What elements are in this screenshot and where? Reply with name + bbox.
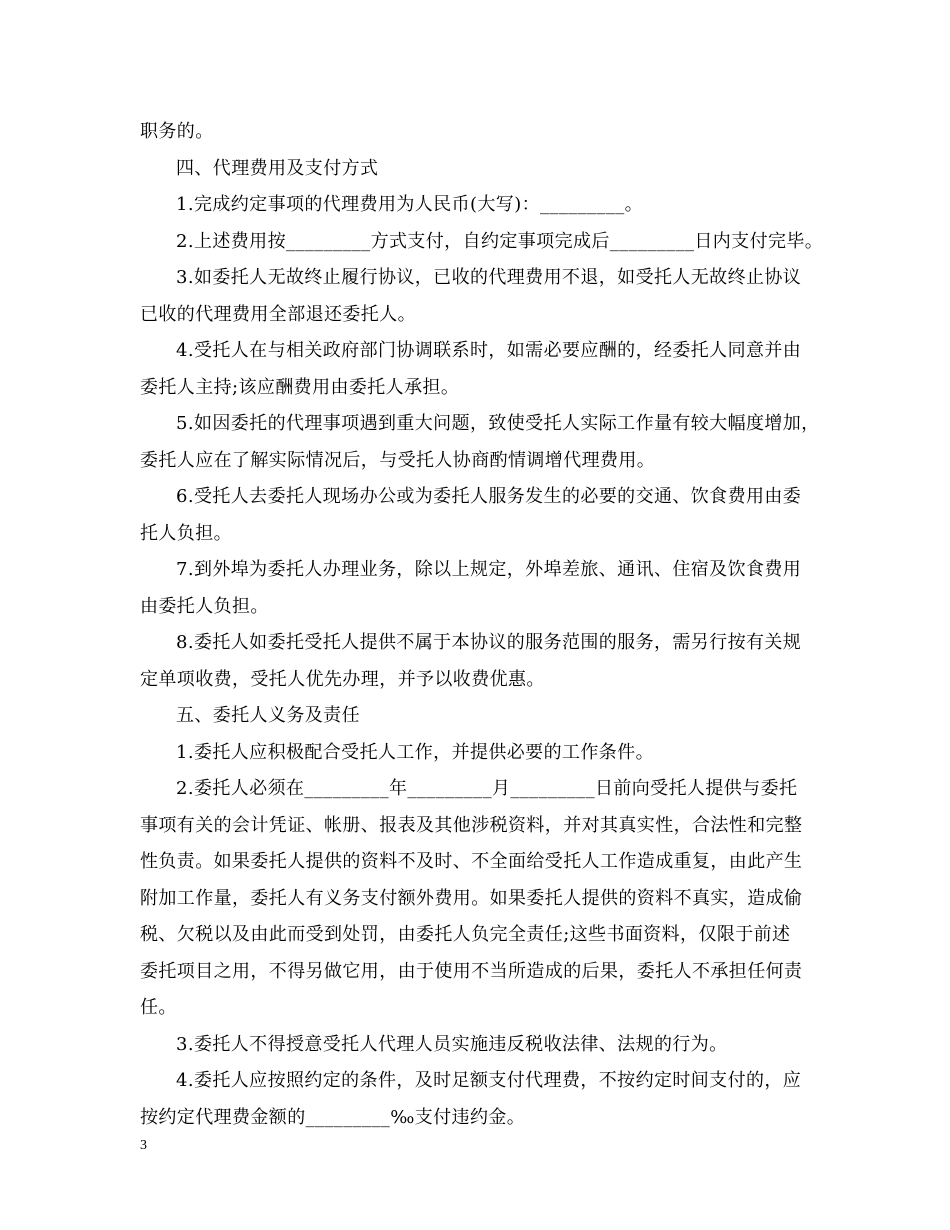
text-line: 性负责。如果委托人提供的资料不及时、不全面给受托人工作造成重复，由此产生 (140, 851, 803, 872)
text-line: 4.委托人应按照约定的条件，及时足额支付代理费，不按约定时间支付的，应 (176, 1070, 802, 1091)
text-line: 任。 (140, 997, 177, 1018)
text-line: 3.委托人不得授意受托人代理人员实施违反税收法律、法规的行为。 (176, 1033, 728, 1055)
text-line: 附加工作量，委托人有义务支付额外费用。如果委托人提供的资料不真实，造成偷 (140, 887, 803, 909)
text-line: 3.如委托人无故终止履行协议，已收的代理费用不退，如受托人无故终止协议 (176, 267, 802, 288)
text-line: 委托项目之用，不得另做它用，由于使用不当所造成的后果，委托人不承担任何责 (140, 960, 803, 982)
text-line: 7.到外埠为委托人办理业务，除以上规定，外埠差旅、通讯、住宿及饮食费用 (176, 559, 802, 580)
text-line: 由委托人负担。 (140, 595, 269, 617)
text-line: 1.完成约定事项的代理费用为人民币(大写)：_________。 (176, 194, 644, 215)
text-line: 4.受托人在与相关政府部门协调联系时，如需必要应酬的，经委托人同意并由 (176, 340, 802, 361)
text-line: 8.委托人如委托受托人提供不属于本协议的服务范围的服务，需另行按有关规 (176, 632, 802, 653)
text-line: 2.上述费用按_________方式支付，自约定事项完成后_________日内支付完毕。 (176, 230, 824, 252)
page-number: 3 (140, 1138, 147, 1153)
text-line: 税、欠税以及由此而受到处罚，由委托人负完全责任;这些书面资料，仅限于前述 (140, 924, 791, 945)
text-line: 五、委托人义务及责任 (176, 705, 360, 726)
text-line: 委托人主持;该应酬费用由委托人承担。 (140, 376, 460, 398)
text-line: 已收的代理费用全部退还委托人。 (140, 303, 416, 325)
text-line: 2.委托人必须在_________年_________月_________日前向受托人提供与委托 (176, 778, 798, 799)
text-line: 职务的。 (140, 121, 214, 142)
text-line: 事项有关的会计凭证、帐册、报表及其他涉税资料，并对其真实性，合法性和完整 (140, 814, 803, 836)
text-line: 委托人应在了解实际情况后，与受托人协商酌情调增代理费用。 (140, 449, 656, 471)
document-body (140, 114, 824, 1136)
text-line: 1.委托人应积极配合受托人工作，并提供必要的工作条件。 (176, 741, 654, 763)
text-line: 托人负担。 (140, 522, 232, 544)
text-line: 四、代理费用及支付方式 (176, 157, 379, 179)
text-line: 6.受托人去委托人现场办公或为委托人服务发生的必要的交通、饮食费用由委 (176, 486, 802, 507)
text-line: 5.如因委托的代理事项遇到重大问题，致使受托人实际工作量有较大幅度增加， (176, 413, 820, 434)
text-line: 按约定代理费金额的_________‰支付违约金。 (140, 1106, 526, 1128)
text-line: 定单项收费，受托人优先办理，并予以收费优惠。 (140, 668, 545, 690)
